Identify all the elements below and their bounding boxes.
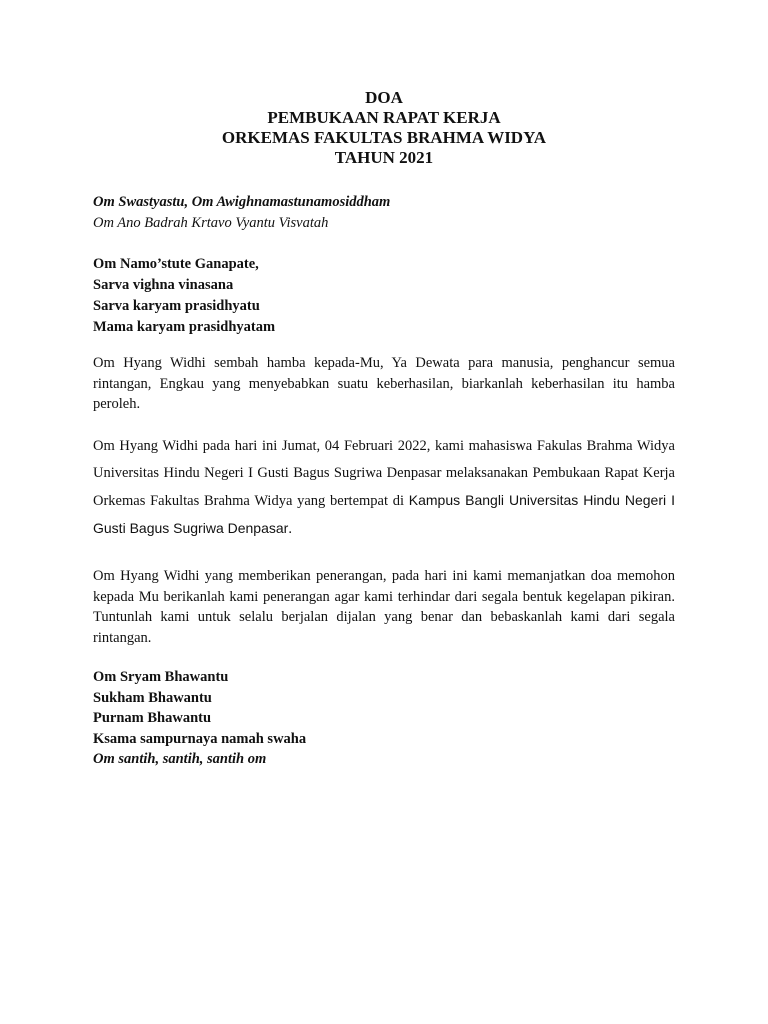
document-title <box>0 88 768 168</box>
closing-line-3: Purnam Bhawantu <box>93 710 212 726</box>
opening-greeting <box>93 192 675 234</box>
opening-line-2: Om Ano Badrah Krtavo Vyantu Visvatah <box>93 215 329 231</box>
ganapati-mantra <box>93 254 675 338</box>
opening-line-1: Om Swastyastu, Om Awighnamastunamosiddham <box>93 194 391 210</box>
mantra-line-2: Sarva vighna vinasana <box>93 277 234 293</box>
paragraph-2-end: . <box>288 521 292 537</box>
title-line-1: DOA <box>365 88 403 107</box>
event-location: Kampus Bangli Universitas Hindu Negeri I Gusti Bagus Sugriwa Denpasar <box>93 492 675 536</box>
prayer-paragraph-2 <box>93 433 675 543</box>
closing-mantra <box>93 667 675 770</box>
mantra-line-4: Mama karyam prasidhyatam <box>93 319 276 335</box>
closing-line-4: Ksama sampurnaya namah swaha <box>93 730 307 747</box>
closing-line-5: Om santih, santih, santih om <box>93 751 267 767</box>
closing-line-1: Om Sryam Bhawantu <box>93 669 229 685</box>
paragraph-2-text: Om Hyang Widhi pada hari ini Jumat, 04 Februari 2022, kami mahasiswa Fakulas Brahma Widya Universitas Hindu Negeri I Gusti Bagus Sugriwa Denpasar melaksanakan Pembukaan Rapat Kerja Orkemas Fakultas Brahma Widya yang bertempat di <box>93 438 675 509</box>
mantra-line-1: Om Namo’stute Ganapate, <box>93 256 259 272</box>
title-line-2: PEMBUKAAN RAPAT KERJA <box>267 108 501 127</box>
mantra-line-3: Sarva karyam prasidhyatu <box>93 298 260 314</box>
prayer-paragraph-1: Om Hyang Widhi sembah hamba kepada-Mu, Ya Dewata para manusia, penghancur semua rintangan, Engkau yang menyebabkan suatu keberhasilan, biarkanlah keberhasilan itu hamba peroleh. <box>93 355 675 412</box>
prayer-paragraph-3: Om Hyang Widhi yang memberikan penerangan, pada hari ini kami memanjatkan doa memohon kepada Mu berikanlah kami penerangan agar kami terhindar dari segala bentuk kegelapan pikiran. Tuntunlah kami untuk selalu berjalan dijalan yang benar dan bebaskanlah kami dari segala rintangan. <box>93 568 675 646</box>
title-line-4: TAHUN 2021 <box>334 148 434 167</box>
closing-line-2: Sukham Bhawantu <box>93 689 212 706</box>
title-line-3: ORKEMAS FAKULTAS BRAHMA WIDYA <box>221 128 547 147</box>
